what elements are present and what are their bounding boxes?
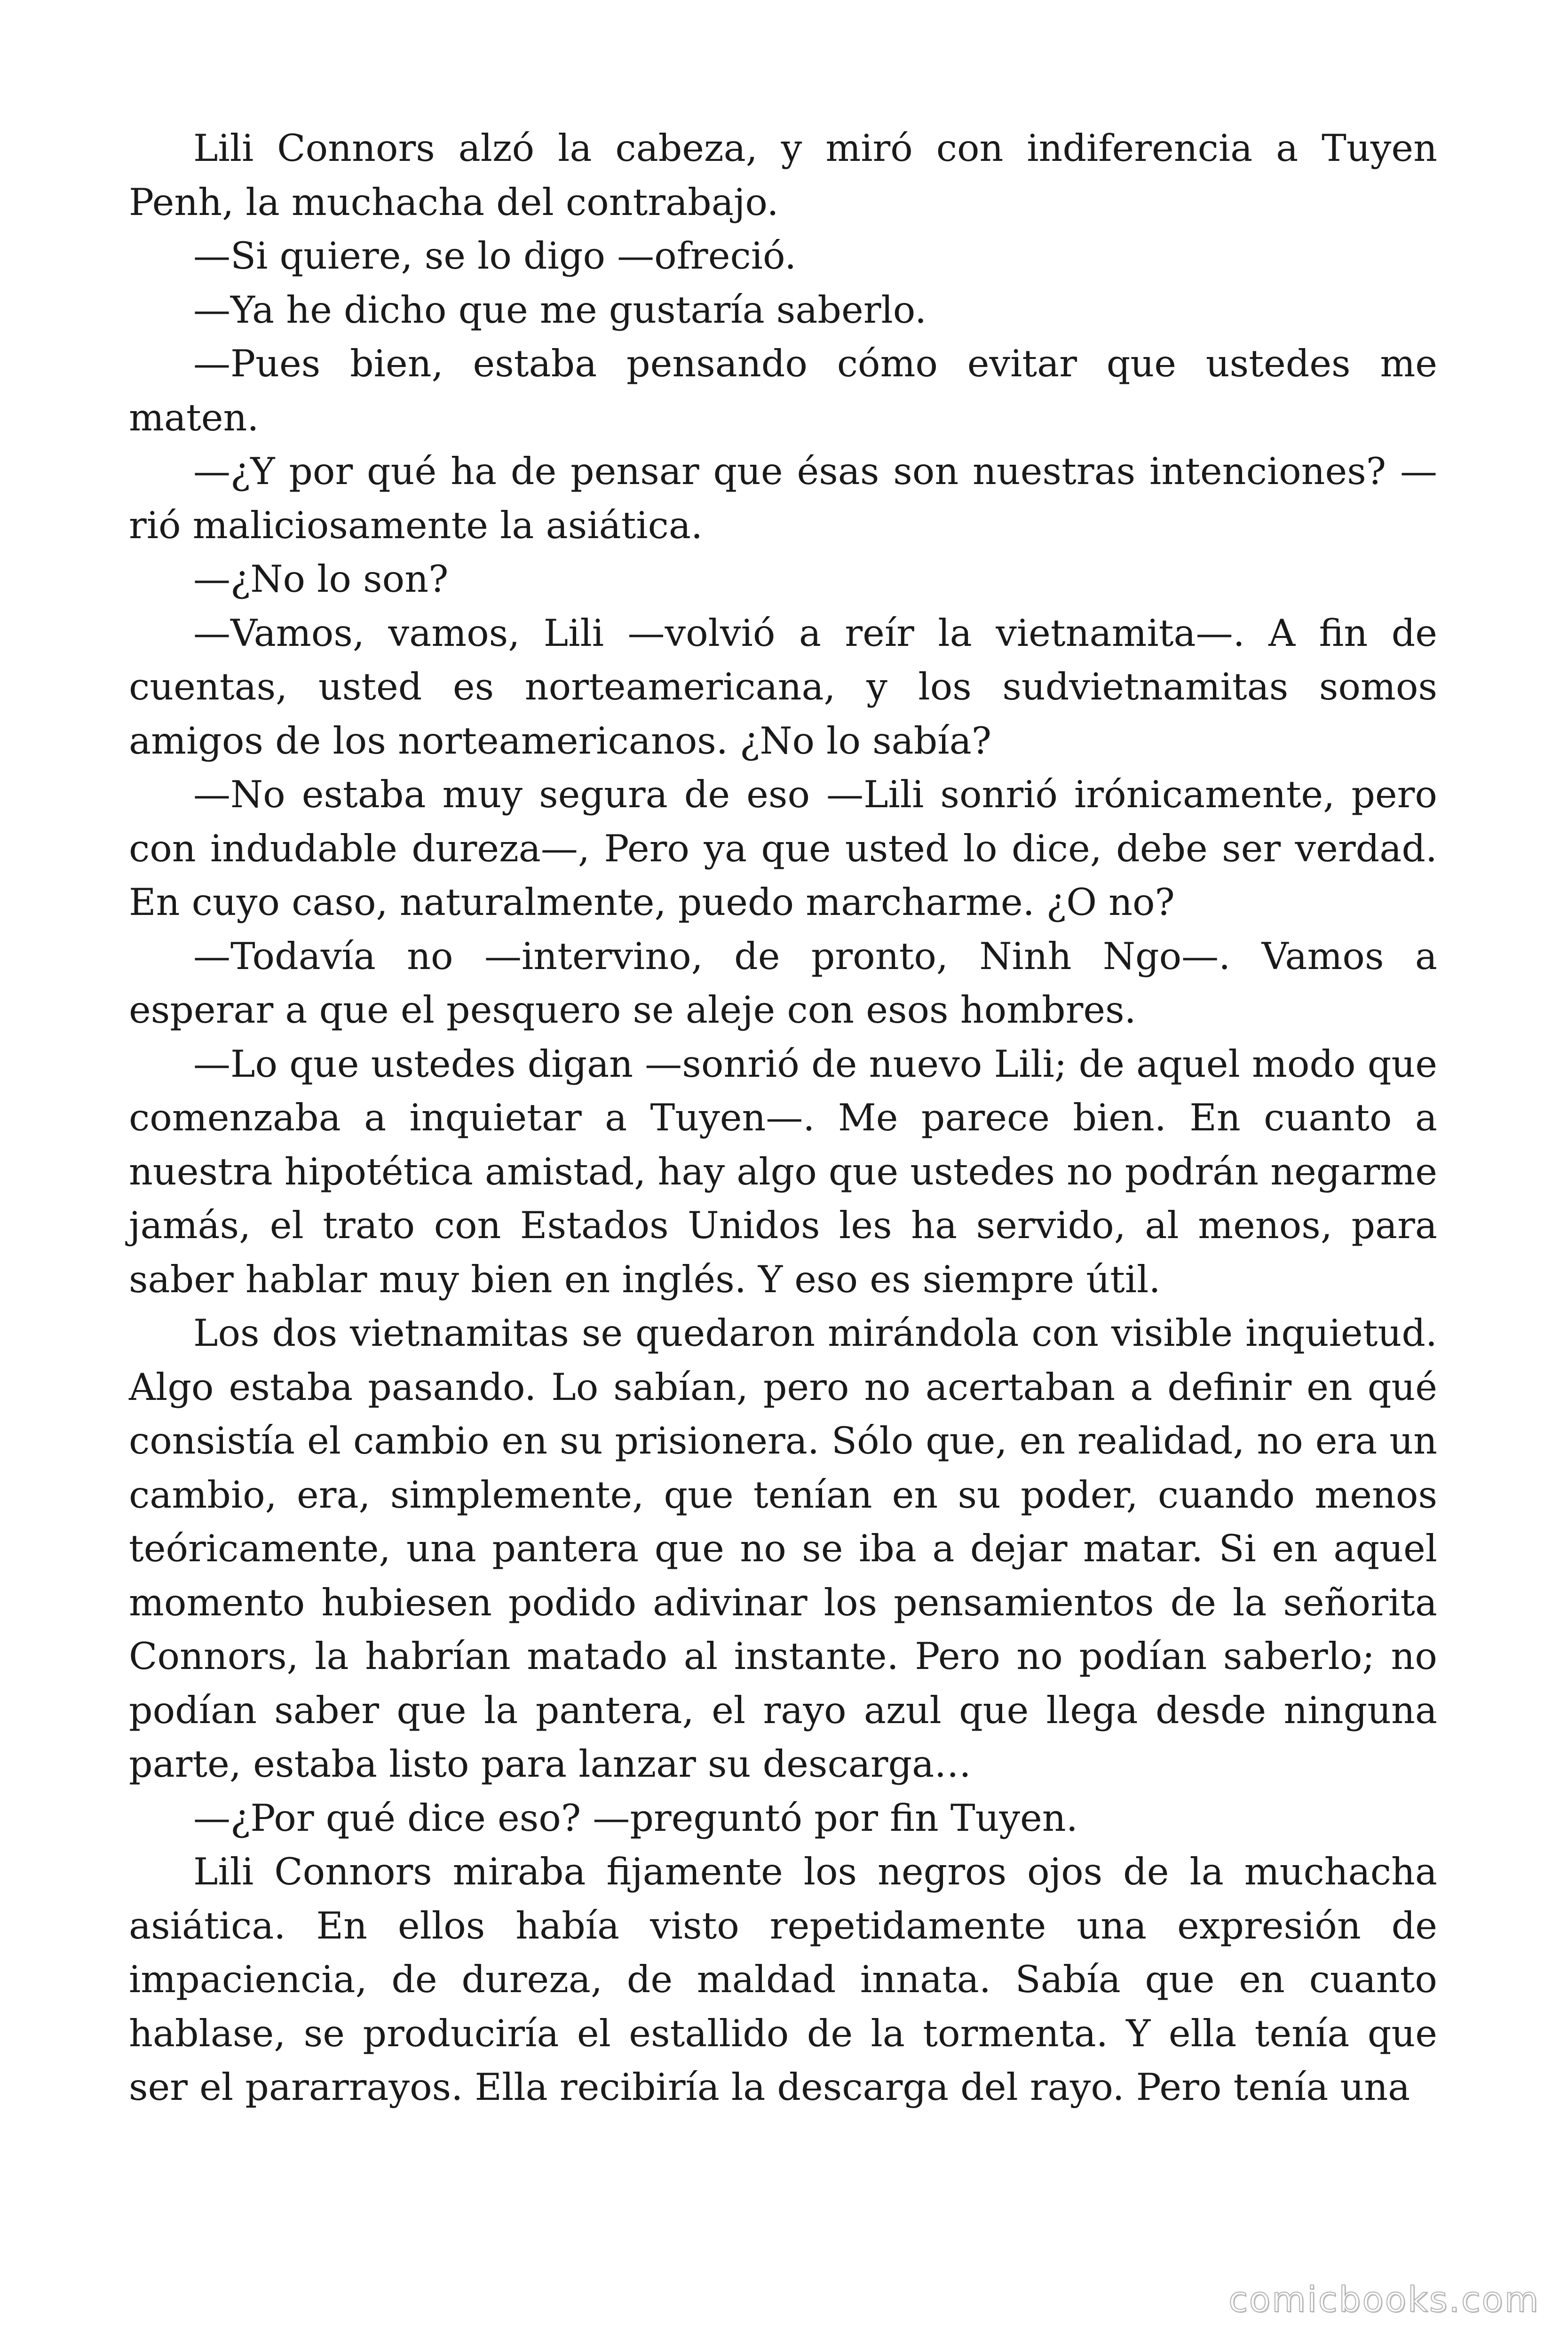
- paragraph: —Si quiere, se lo digo —ofreció.: [193, 234, 797, 278]
- paragraph: —No estaba muy segura de eso —Lili sonrió irónicamente, pero con indudable dureza—, Pero ya que usted lo dice, debe ser verdad. En cuyo caso, naturalmente, puedo marcharme. ¿O no?: [129, 773, 1437, 924]
- paragraph: Lili Connors miraba fijamente los negros ojos de la muchacha asiática. En ellos había visto repetidamente una expresión de impaciencia, de dureza, de maldad innata. Sabía que en cuanto hablase, se produciría el estallido de la tormenta. Y ella tenía que ser el pararrayos. Ella recibiría la descarga del rayo. Pero tenía una: [129, 1850, 1437, 2109]
- paragraph: —Ya he dicho que me gustaría saberlo.: [193, 288, 927, 332]
- body-text: [129, 121, 1437, 2114]
- watermark: comicbooks.com: [1228, 2280, 1540, 2320]
- paragraph: —Todavía no —intervino, de pronto, Ninh Ngo—. Vamos a esperar a que el pesquero se aleje con esos hombres.: [129, 934, 1437, 1032]
- paragraph: Los dos vietnamitas se quedaron mirándola con visible inquietud. Algo estaba pasando. Lo sabían, pero no acertaban a definir en qué consistía el cambio en su prisionera. Sólo que, en realidad, no era un cambio, era, simplemente, que tenían en su poder, cuando menos teóricamente, una pantera que no se iba a dejar matar. Si en aquel momento hubiesen podido adivinar los pensamientos de la señorita Connors, la habrían matado al instante. Pero no podían saberlo; no podían saber que la pantera, el rayo azul que llega desde ninguna parte, estaba listo para lanzar su descarga…: [129, 1311, 1437, 1786]
- paragraph: —Lo que ustedes digan —sonrió de nuevo Lili; de aquel modo que comenzaba a inquietar a Tuyen—. Me parece bien. En cuanto a nuestra hipotética amistad, hay algo que ustedes no podrán negarme jamás, el trato con Estados Unidos les ha servido, al menos, para saber hablar muy bien en inglés. Y eso es siempre útil.: [129, 1042, 1437, 1301]
- paragraph: Lili Connors alzó la cabeza, y miró con indiferencia a Tuyen Penh, la muchacha del contrabajo.: [129, 127, 1437, 224]
- paragraph: —¿Por qué dice eso? —preguntó por fin Tuyen.: [193, 1796, 1078, 1840]
- paragraph: —Vamos, vamos, Lili —volvió a reír la vietnamita—. A fin de cuentas, usted es norteamericana, y los sudvietnamitas somos amigos de los norteamericanos. ¿No lo sabía?: [129, 611, 1437, 763]
- paragraph: —Pues bien, estaba pensando cómo evitar que ustedes me maten.: [129, 342, 1437, 439]
- paragraph: —¿Y por qué ha de pensar que ésas son nuestras intenciones? — rió maliciosamente la asiática.: [129, 450, 1437, 547]
- paragraph: —¿No lo son?: [193, 557, 449, 601]
